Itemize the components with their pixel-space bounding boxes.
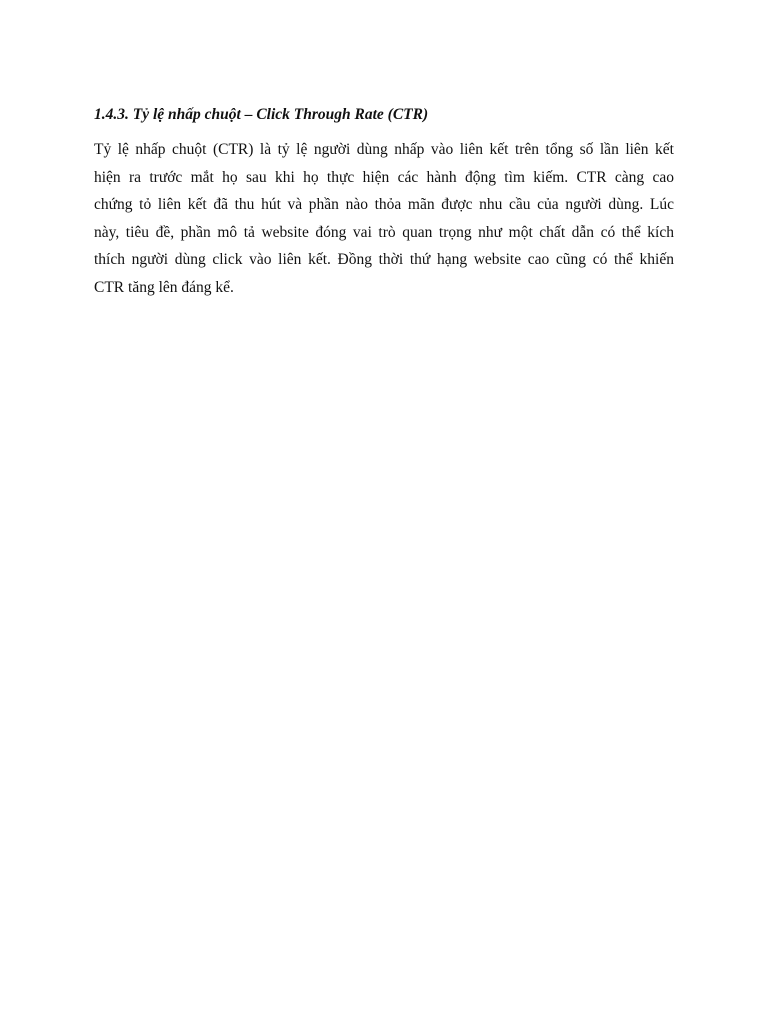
paragraph-line: này, tiêu đề, phần mô tả website đóng vai trò quan trọng như một chất dẫn có thể kích xyxy=(94,223,674,241)
document-content xyxy=(94,104,674,301)
paragraph-line: thích người dùng click vào liên kết. Đồng thời thứ hạng website cao cũng có thể khiến xyxy=(94,251,674,268)
paragraph-line: Tỷ lệ nhấp chuột (CTR) là tỷ lệ người dùng nhấp vào liên kết trên tổng số lần liên kết xyxy=(94,141,674,158)
body-paragraph xyxy=(94,136,674,301)
paragraph-line: hiện ra trước mắt họ sau khi họ thực hiện các hành động tìm kiếm. CTR càng cao xyxy=(94,168,674,186)
section-heading: 1.4.3. Tỷ lệ nhấp chuột – Click Through Rate (CTR) xyxy=(94,106,429,123)
paragraph-line: CTR tăng lên đáng kể. xyxy=(94,278,234,296)
paragraph-line: chứng tỏ liên kết đã thu hút và phần nào thỏa mãn được nhu cầu của người dùng. Lúc xyxy=(94,196,674,213)
